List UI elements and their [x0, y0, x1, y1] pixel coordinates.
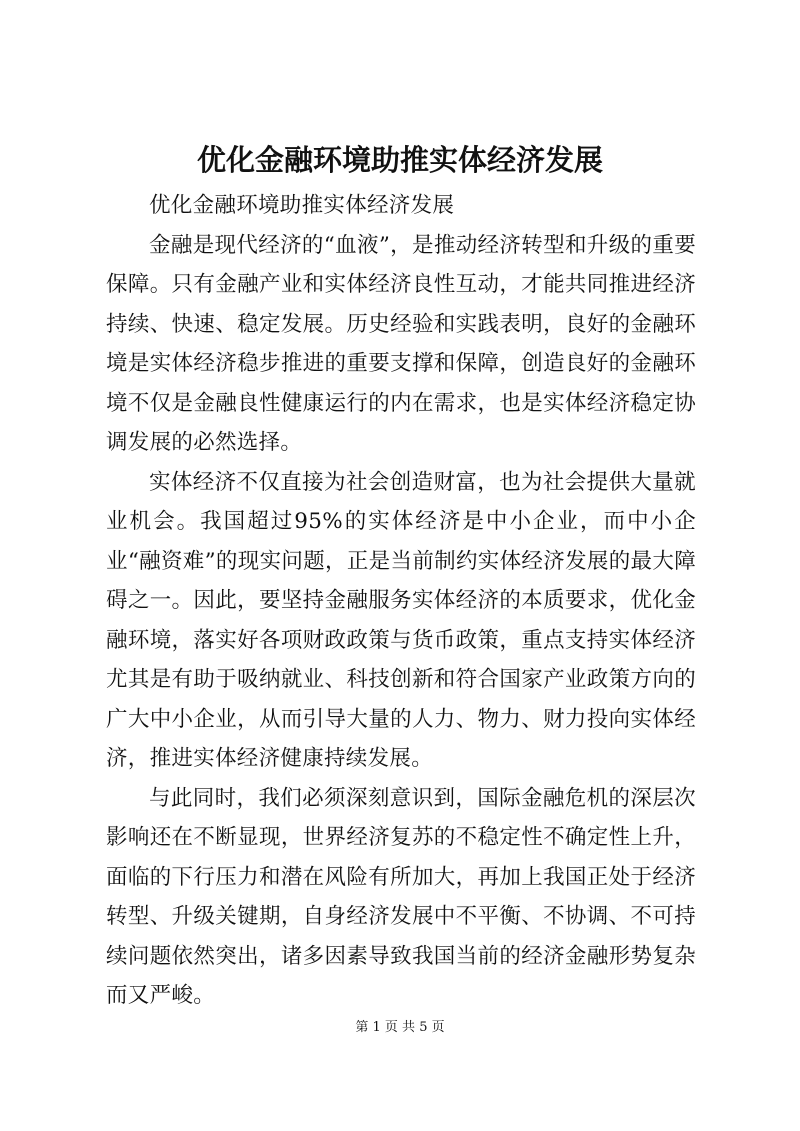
- body-paragraph: 实体经济不仅直接为社会创造财富，也为社会提供大量就业机会。我国超过95%的实体经济是中小企业，而中小企业“融资难”的现实问题，正是当前制约实体经济发展的最大障碍之一。因此，要坚持金融服务实体经济的本质要求，优化金融环境，落实好各项财政政策与货币政策，重点支持实体经济尤其是有助于吸纳就业、科技创新和符合国家产业政策方向的广大中小企业，从而引导大量的人力、物力、财力投向实体经济，推进实体经济健康持续发展。: [106, 469, 696, 771]
- document-body: [106, 186, 696, 1016]
- body-paragraph: 优化金融环境助推实体经济发展: [149, 193, 455, 218]
- document-title: 优化金融环境助推实体经济发展: [196, 143, 603, 177]
- page-footer: [0, 1018, 800, 1038]
- body-paragraph: 金融是现代经济的“血液”，是推动经济转型和升级的重要保障。只有金融产业和实体经济良性互动，才能共同推进经济持续、快速、稳定发展。历史经验和实践表明，良好的金融环境是实体经济稳步推进的重要支撑和保障，创造良好的金融环境不仅是金融良性健康运行的内在需求，也是实体经济稳定协调发展的必然选择。: [106, 232, 696, 455]
- page-number: 第 1 页 共 5 页: [355, 1020, 445, 1035]
- body-paragraph: 与此同时，我们必须深刻意识到，国际金融危机的深层次影响还在不断显现，世界经济复苏的不稳定性不确定性上升，面临的下行压力和潜在风险有所加大，再加上我国正处于经济转型、升级关键期，自身经济发展中不平衡、不协调、不可持续问题依然突出，诸多因素导致我国当前的经济金融形势复杂而又严峻。: [106, 785, 696, 1008]
